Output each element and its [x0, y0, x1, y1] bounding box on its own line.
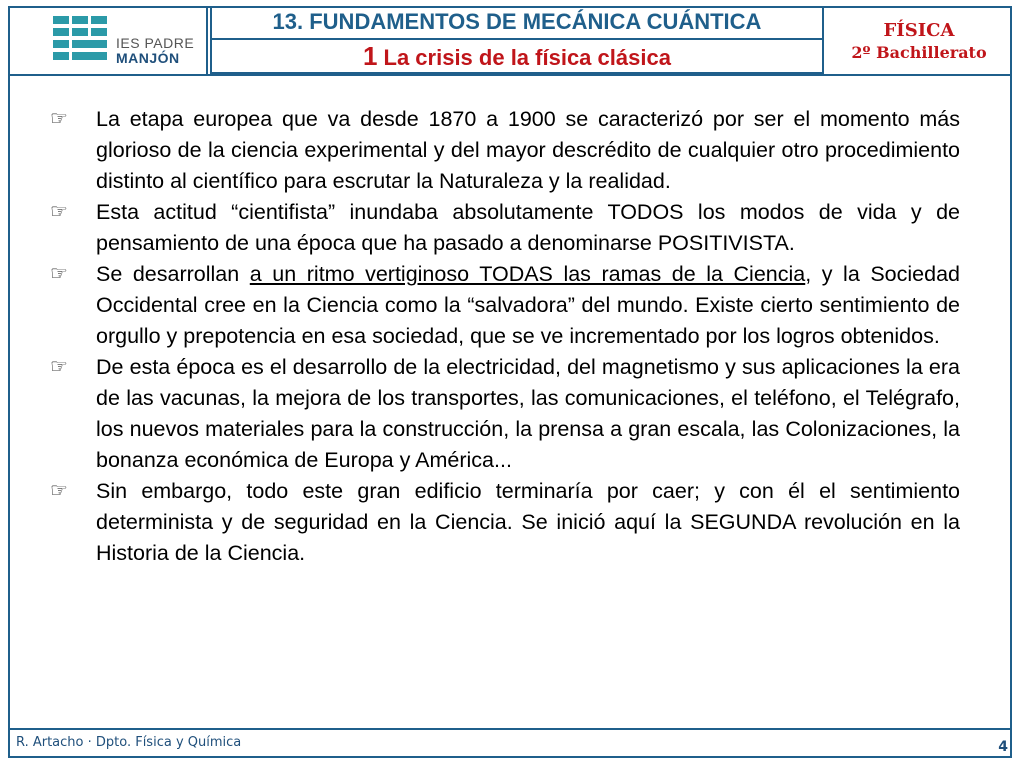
content-list — [50, 104, 960, 569]
list-item — [50, 352, 960, 476]
footer-author: R. Artacho · Dpto. Física y Química — [16, 735, 242, 750]
level-label: 2º Bachillerato — [851, 43, 987, 62]
page-number: 4 — [998, 739, 1008, 755]
section-title-text: La crisis de la física clásica — [383, 45, 671, 70]
pointing-hand-icon: ☞ — [50, 201, 68, 223]
title-box — [210, 6, 824, 74]
section-number: 1 — [363, 41, 378, 71]
pointing-hand-icon: ☞ — [50, 108, 68, 130]
subject-box — [826, 6, 1012, 74]
item-text: La etapa europea que va desde 1870 a 1900 se caracterizó por ser el momento más glorioso de la ciencia experimental y del mayor descrédito de cualquier otro procedimiento distinto al científico para escrutar la Naturaleza y la realidad. — [96, 107, 960, 193]
pointing-hand-icon: ☞ — [50, 480, 68, 502]
footer-divider — [8, 728, 1012, 730]
logo-line2: MANJÓN — [116, 50, 180, 66]
item-text: De esta época es el desarrollo de la electricidad, del magnetismo y sus aplicaciones la era de las vacunas, la mejora de los transportes, las comunicaciones, el teléfono, el Telégrafo, los nuevos materiales para la construcción, la prensa a gran escala, las Colonizaciones, la bonanza económica de Europa y América... — [96, 355, 960, 472]
pointing-hand-icon: ☞ — [50, 356, 68, 378]
page-title: 13. FUNDAMENTOS DE MECÁNICA CUÁNTICA — [210, 6, 824, 40]
list-item — [50, 104, 960, 197]
logo-text — [116, 36, 194, 66]
section-title — [210, 40, 824, 74]
subject-label: FÍSICA — [883, 20, 955, 41]
school-logo — [8, 6, 208, 74]
header-divider — [8, 74, 1012, 76]
item-text-pre: Se desarrollan — [96, 262, 250, 286]
item-text-underlined: a un ritmo vertiginoso TODAS las ramas de la Ciencia — [249, 262, 806, 286]
item-text: Esta actitud “cientifista” inundaba absolutamente TODOS los modos de vida y de pensamiento de una época que ha pasado a denominarse POSITIVISTA. — [96, 200, 960, 255]
logo-grid-icon — [53, 16, 108, 62]
item-text-post: , y la Sociedad Occidental cree en la Ciencia como la “salvadora” del mundo. Existe cierto sentimiento de orgullo y prepotencia en esa sociedad, que se ve incrementado por los logros obtenidos. — [96, 262, 960, 348]
list-item — [50, 476, 960, 569]
list-item — [50, 197, 960, 259]
logo-line1: IES PADRE — [116, 35, 195, 51]
item-text: Sin embargo, todo este gran edificio terminaría por caer; y con él el sentimiento determinista y de seguridad en la Ciencia. Se inició aquí la SEGUNDA revolución en la Historia de la Ciencia. — [96, 479, 960, 565]
pointing-hand-icon: ☞ — [50, 263, 68, 285]
list-item — [50, 259, 960, 352]
